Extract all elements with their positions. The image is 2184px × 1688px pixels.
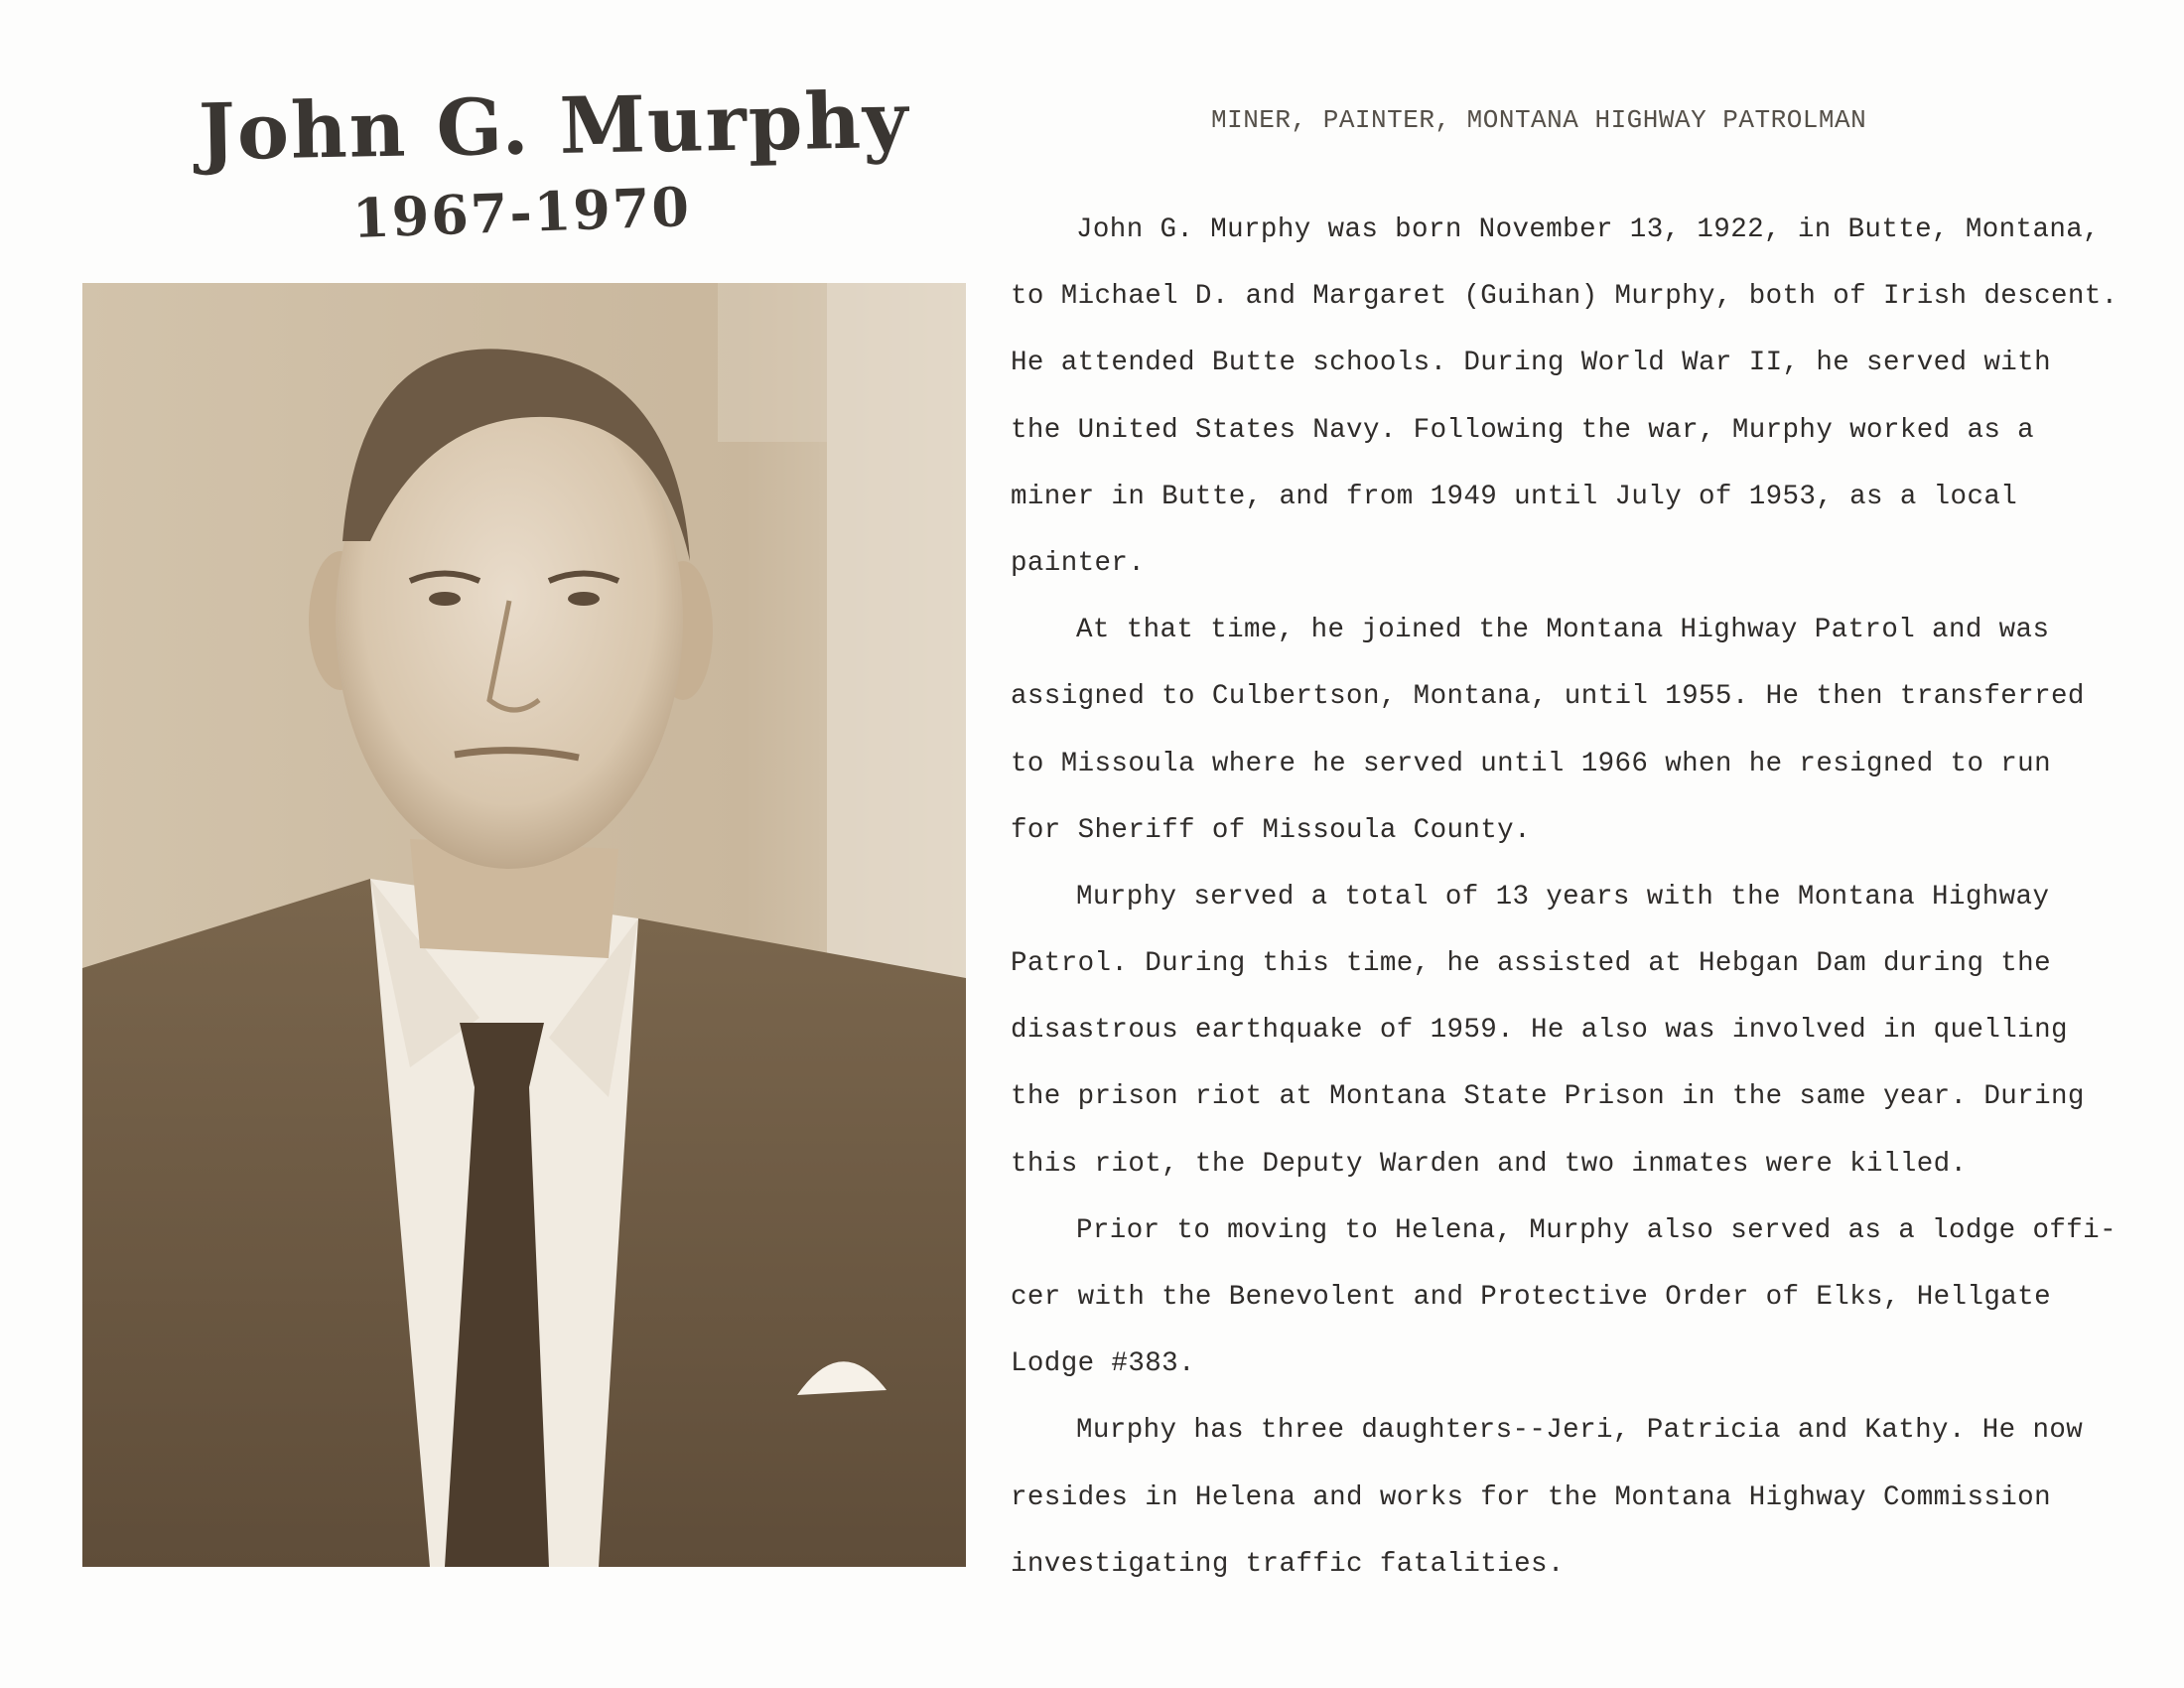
- paragraph-line: Murphy served a total of 13 years with the Montana Highway: [1076, 881, 2050, 913]
- paragraph-line: investigating traffic fatalities.: [1011, 1548, 1565, 1580]
- paragraph-line: the United States Navy. Following the war, Murphy worked as a: [1011, 414, 2035, 446]
- paragraph-line: this riot, the Deputy Warden and two inmates were killed.: [1011, 1148, 1968, 1180]
- paragraph-line: Patrol. During this time, he assisted at Hebgan Dam during the: [1011, 948, 2051, 980]
- paragraph-line: John G. Murphy was born November 13, 1922, in Butte, Montana,: [1076, 214, 2101, 245]
- paragraph-line: At that time, he joined the Montana Highway Patrol and was: [1076, 615, 2050, 646]
- paragraph-line: disastrous earthquake of 1959. He also was involved in quelling: [1011, 1015, 2068, 1047]
- handwritten-name: John G. Murphy: [198, 74, 911, 179]
- paragraph-line: the prison riot at Montana State Prison in the same year. During: [1011, 1081, 2085, 1113]
- paragraph-line: resides in Helena and works for the Montana Highway Commission: [1011, 1481, 2051, 1513]
- portrait-photo: [82, 283, 966, 1567]
- paragraph-line: cer with the Benevolent and Protective Order of Elks, Hellgate: [1011, 1282, 2051, 1313]
- handwritten-years: 1967-1970: [350, 175, 693, 250]
- paragraph-line: to Michael D. and Margaret (Guihan) Murphy, both of Irish descent.: [1011, 281, 2118, 313]
- paragraph-line: He attended Butte schools. During World War II, he served with: [1011, 348, 2051, 379]
- paragraph-line: Murphy has three daughters--Jeri, Patricia and Kathy. He now: [1076, 1415, 2084, 1447]
- paragraph-line: assigned to Culbertson, Montana, until 1955. He then transferred: [1011, 681, 2085, 713]
- paragraph-line: for Sheriff of Missoula County.: [1011, 814, 1531, 846]
- paragraph-line: painter.: [1011, 547, 1146, 579]
- paragraph-line: Prior to moving to Helena, Murphy also served as a lodge offi-: [1076, 1214, 2116, 1246]
- paragraph-line: miner in Butte, and from 1949 until July of 1953, as a local: [1011, 481, 2018, 512]
- portrait-illustration: [82, 283, 966, 1567]
- paragraph-line: Lodge #383.: [1011, 1348, 1195, 1380]
- subtitle-heading: MINER, PAINTER, MONTANA HIGHWAY PATROLMAN: [1211, 105, 1867, 135]
- biography-text: [1011, 197, 2122, 1598]
- paragraph-line: to Missoula where he served until 1966 when he resigned to run: [1011, 748, 2051, 779]
